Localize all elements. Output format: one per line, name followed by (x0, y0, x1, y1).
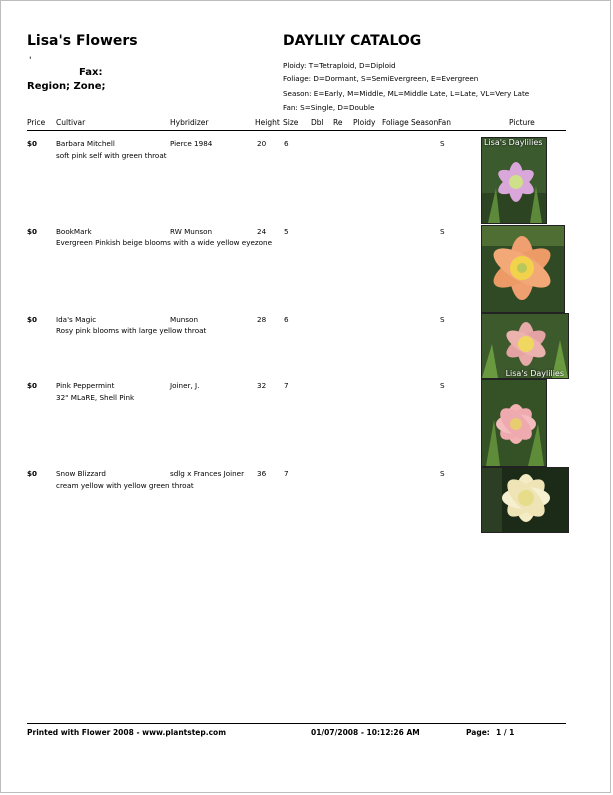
row-cultivar: Ida's Magic (56, 315, 97, 324)
row-fan: S (440, 315, 445, 324)
column-header-price: Price (27, 118, 46, 127)
header-divider (27, 130, 566, 131)
row-cultivar: BookMark (56, 227, 92, 236)
page-label: Page: (466, 728, 490, 737)
row-height: 20 (257, 139, 267, 148)
address-mark: ' (29, 56, 32, 66)
column-header-size: Size (283, 118, 299, 127)
row-price: $0 (27, 315, 38, 324)
column-header-ploidy: Ploidy (353, 118, 376, 127)
row-price: $0 (27, 139, 38, 148)
catalog-title: DAYLILY CATALOG (283, 33, 422, 49)
company-name: Lisa's Flowers (27, 33, 138, 49)
column-header-cultivar: Cultivar (56, 118, 86, 127)
column-header-season: Season (411, 118, 439, 127)
flower-photo (481, 225, 565, 313)
photo-image (482, 138, 546, 223)
flower-photo (481, 313, 569, 379)
photo-image (482, 380, 546, 466)
photo-watermark: Lisa's Daylilies (484, 138, 543, 147)
region-zone-label: Region; Zone; (27, 81, 106, 92)
column-header-dbl: Dbl (311, 118, 324, 127)
row-cultivar: Pink Peppermint (56, 381, 115, 390)
row-price: $0 (27, 381, 38, 390)
row-size: 6 (284, 139, 289, 148)
row-size: 7 (284, 469, 289, 478)
row-price: $0 (27, 227, 38, 236)
column-header-hybridizer: Hybridizer (170, 118, 209, 127)
row-height: 24 (257, 227, 267, 236)
legend-foliage: Foliage: D=Dormant, S=SemiEvergreen, E=Evergreen (283, 74, 479, 83)
footer-divider (27, 723, 566, 724)
row-description: soft pink self with green throat (56, 151, 167, 160)
column-header-fan: Fan (438, 118, 451, 127)
row-fan: S (440, 139, 445, 148)
row-description: Evergreen Pinkish beige blooms with a wide yellow eyezone (56, 238, 273, 247)
row-height: 28 (257, 315, 267, 324)
fax-label: Fax: (79, 67, 103, 78)
legend-ploidy: Ploidy: T=Tetraploid, D=Diploid (283, 61, 396, 70)
photo-image (482, 468, 568, 532)
legend-fan: Fan: S=Single, D=Double (283, 103, 375, 112)
row-cultivar: Barbara Mitchell (56, 139, 115, 148)
column-header-picture: Picture (509, 118, 535, 127)
row-description: Rosy pink blooms with large yellow throat (56, 326, 207, 335)
row-fan: S (440, 227, 445, 236)
photo-image (482, 226, 564, 312)
row-price: $0 (27, 469, 38, 478)
column-header-foliage: Foliage (382, 118, 409, 127)
flower-photo (481, 137, 547, 224)
row-fan: S (440, 469, 445, 478)
printed-with-credit: Printed with Flower 2008 - www.plantstep.com (27, 728, 227, 737)
flower-photo (481, 379, 547, 467)
row-description: 32" MLaRE, Shell Pink (56, 393, 135, 402)
row-hybridizer: sdlg x Frances Joiner (170, 469, 245, 478)
row-size: 7 (284, 381, 289, 390)
row-height: 36 (257, 469, 267, 478)
page-number: 1 / 1 (496, 728, 515, 737)
row-hybridizer: Munson (170, 315, 199, 324)
row-size: 5 (284, 227, 289, 236)
flower-photo (481, 467, 569, 533)
row-cultivar: Snow Blizzard (56, 469, 106, 478)
column-header-height: Height (255, 118, 280, 127)
row-size: 6 (284, 315, 289, 324)
row-hybridizer: Joiner, J. (170, 381, 200, 390)
row-height: 32 (257, 381, 267, 390)
print-datetime: 01/07/2008 - 10:12:26 AM (311, 728, 420, 737)
photo-watermark: Lisa's Daylilies (505, 369, 564, 378)
row-description: cream yellow with yellow green throat (56, 481, 194, 490)
row-fan: S (440, 381, 445, 390)
row-hybridizer: Pierce 1984 (170, 139, 213, 148)
column-header-re: Re (333, 118, 343, 127)
row-hybridizer: RW Munson (170, 227, 213, 236)
legend-season: Season: E=Early, M=Middle, ML=Middle Late, L=Late, VL=Very Late (283, 89, 530, 98)
